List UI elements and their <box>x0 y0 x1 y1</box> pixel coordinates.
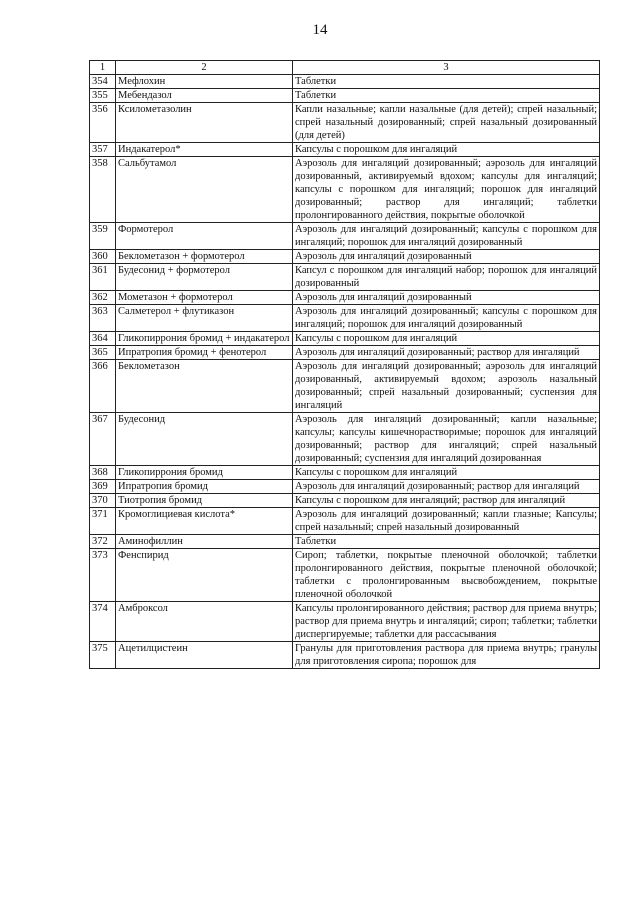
drug-name: Ипратропия бромид <box>116 480 293 494</box>
dosage-forms: Таблетки <box>293 75 600 89</box>
dosage-forms: Аэрозоль для ингаляций дозированный; раствор для ингаляций <box>293 346 600 360</box>
row-number: 358 <box>90 157 116 223</box>
table-row <box>90 549 600 602</box>
drug-name: Мефлохин <box>116 75 293 89</box>
drug-name: Тиотропия бромид <box>116 494 293 508</box>
drug-name: Ацетилцистеин <box>116 642 293 669</box>
row-number: 365 <box>90 346 116 360</box>
row-number: 370 <box>90 494 116 508</box>
row-number: 354 <box>90 75 116 89</box>
table-row <box>90 466 600 480</box>
row-number: 368 <box>90 466 116 480</box>
row-number: 373 <box>90 549 116 602</box>
table-row <box>90 413 600 466</box>
table-row <box>90 103 600 143</box>
row-number: 363 <box>90 305 116 332</box>
drug-name: Салметерол + флутиказон <box>116 305 293 332</box>
dosage-forms: Аэрозоль для ингаляций дозированный; раствор для ингаляций <box>293 480 600 494</box>
drug-name: Будесонид <box>116 413 293 466</box>
table-row <box>90 494 600 508</box>
dosage-forms: Капсулы с порошком для ингаляций; раствор для ингаляций <box>293 494 600 508</box>
row-number: 371 <box>90 508 116 535</box>
drug-name: Индакатерол* <box>116 143 293 157</box>
table-row <box>90 89 600 103</box>
row-number: 372 <box>90 535 116 549</box>
table-row <box>90 360 600 413</box>
table-row <box>90 602 600 642</box>
row-number: 357 <box>90 143 116 157</box>
dosage-forms: Аэрозоль для ингаляций дозированный; капсулы с порошком для ингаляций; порошок для ингаляций дозированный <box>293 305 600 332</box>
dosage-forms: Капли назальные; капли назальные (для детей); спрей назальный; спрей назальный дозированный; спрей назальный дозированный (для детей) <box>293 103 600 143</box>
dosage-forms: Аэрозоль для ингаляций дозированный; капсулы с порошком для ингаляций; порошок для ингаляций дозированный <box>293 223 600 250</box>
dosage-forms: Капсулы с порошком для ингаляций <box>293 332 600 346</box>
drug-name: Мебендазол <box>116 89 293 103</box>
drug-name: Ксилометазолин <box>116 103 293 143</box>
row-number: 355 <box>90 89 116 103</box>
table-row <box>90 642 600 669</box>
table-row <box>90 332 600 346</box>
row-number: 369 <box>90 480 116 494</box>
dosage-forms: Таблетки <box>293 535 600 549</box>
drug-name: Ипратропия бромид + фенотерол <box>116 346 293 360</box>
table-row <box>90 346 600 360</box>
table-row <box>90 75 600 89</box>
row-number: 367 <box>90 413 116 466</box>
row-number: 361 <box>90 264 116 291</box>
dosage-forms: Капсулы с порошком для ингаляций <box>293 143 600 157</box>
table-row <box>90 223 600 250</box>
table-row <box>90 264 600 291</box>
dosage-forms: Аэрозоль для ингаляций дозированный <box>293 250 600 264</box>
table-header-row <box>90 61 600 75</box>
drug-name: Формотерол <box>116 223 293 250</box>
medication-table <box>89 60 600 669</box>
row-number: 359 <box>90 223 116 250</box>
header-col-3: 3 <box>293 61 600 75</box>
drug-name: Мометазон + формотерол <box>116 291 293 305</box>
dosage-forms: Аэрозоль для ингаляций дозированный; капли назальные; капсулы; капсулы кишечнорастворимые; порошок для ингаляций дозированный; раствор для ингаляций; спрей назальный дозированный; суспензия для ингаляций дозированная <box>293 413 600 466</box>
drug-name: Беклометазон <box>116 360 293 413</box>
table-row <box>90 250 600 264</box>
header-col-2: 2 <box>116 61 293 75</box>
table-row <box>90 535 600 549</box>
row-number: 374 <box>90 602 116 642</box>
drug-name: Будесонид + формотерол <box>116 264 293 291</box>
page-number: 14 <box>312 22 328 38</box>
dosage-forms: Капсул с порошком для ингаляций набор; порошок для ингаляций дозированный <box>293 264 600 291</box>
dosage-forms: Капсулы пролонгированного действия; раствор для приема внутрь; раствор для приема внутрь и ингаляций; сироп; таблетки; таблетки диспергируемые; таблетки для рассасывания <box>293 602 600 642</box>
dosage-forms: Капсулы с порошком для ингаляций <box>293 466 600 480</box>
drug-name: Гликопиррония бромид + индакатерол <box>116 332 293 346</box>
table-row <box>90 157 600 223</box>
drug-name: Сальбутамол <box>116 157 293 223</box>
dosage-forms: Аэрозоль для ингаляций дозированный; капли глазные; Капсулы; спрей назальный; спрей назальный дозированный <box>293 508 600 535</box>
dosage-forms: Аэрозоль для ингаляций дозированный; аэрозоль для ингаляций дозированный, активируемый вдохом; аэрозоль назальный дозированный; спрей назальный дозированный; суспензия для ингаляций <box>293 360 600 413</box>
table-body <box>90 75 600 669</box>
drug-name: Амброксол <box>116 602 293 642</box>
dosage-forms: Аэрозоль для ингаляций дозированный; аэрозоль для ингаляций дозированный, активируемый вдохом; капсулы для ингаляций; капсулы с порошком для ингаляций; порошок для ингаляций дозированный; раствор для ингаляций; таблетки пролонгированного действия, покрытые оболочкой <box>293 157 600 223</box>
table-row <box>90 508 600 535</box>
dosage-forms: Аэрозоль для ингаляций дозированный <box>293 291 600 305</box>
drug-name: Гликопиррония бромид <box>116 466 293 480</box>
row-number: 366 <box>90 360 116 413</box>
row-number: 375 <box>90 642 116 669</box>
table-row <box>90 305 600 332</box>
row-number: 362 <box>90 291 116 305</box>
header-col-1: 1 <box>90 61 116 75</box>
drug-name: Беклометазон + формотерол <box>116 250 293 264</box>
table-row <box>90 291 600 305</box>
drug-name: Фенспирид <box>116 549 293 602</box>
drug-name: Кромоглициевая кислота* <box>116 508 293 535</box>
row-number: 360 <box>90 250 116 264</box>
row-number: 356 <box>90 103 116 143</box>
drug-name: Аминофиллин <box>116 535 293 549</box>
table-row <box>90 480 600 494</box>
dosage-forms: Сироп; таблетки, покрытые пленочной оболочкой; таблетки пролонгированного действия, покрытые пленочной оболочкой; таблетки с пролонгированным высвобождением, покрытые пленочной оболочкой <box>293 549 600 602</box>
dosage-forms: Таблетки <box>293 89 600 103</box>
row-number: 364 <box>90 332 116 346</box>
table-row <box>90 143 600 157</box>
dosage-forms: Гранулы для приготовления раствора для приема внутрь; гранулы для приготовления сиропа; порошок для <box>293 642 600 669</box>
